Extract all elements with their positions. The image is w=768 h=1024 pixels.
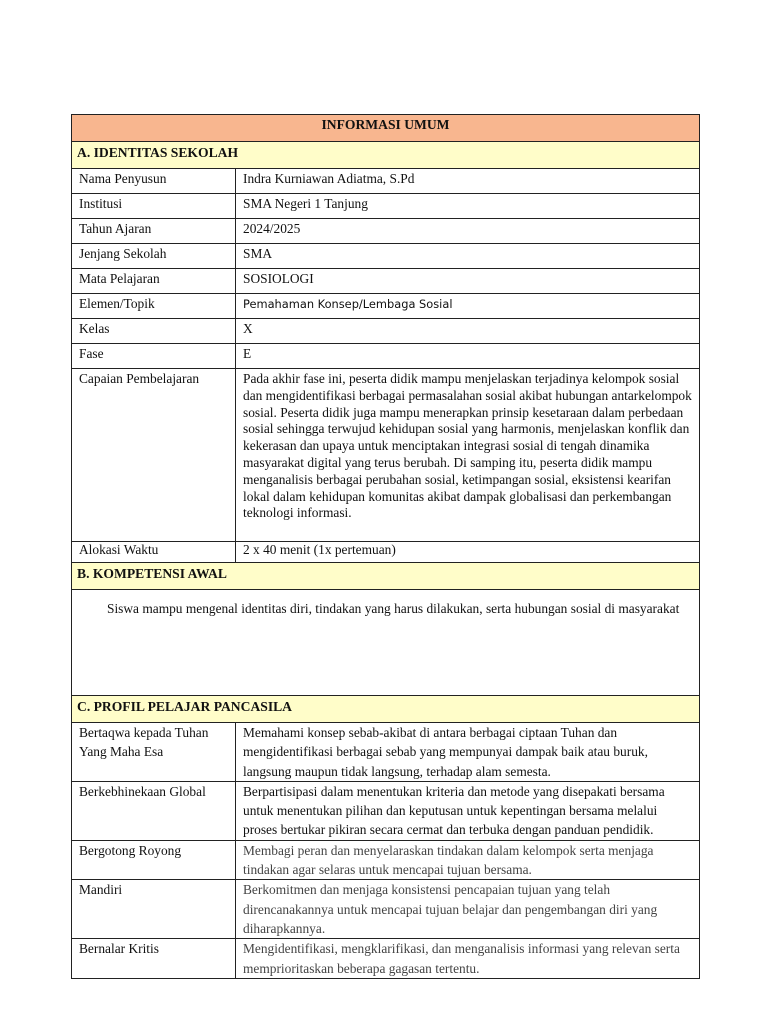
row-value: Pemahaman Konsep/Lembaga Sosial <box>236 294 700 319</box>
row-value: Indra Kurniawan Adiatma, S.Pd <box>236 169 700 194</box>
table-row <box>72 840 700 880</box>
table-row <box>72 369 700 542</box>
row-value: 2024/2025 <box>236 219 700 244</box>
table-row <box>72 294 700 319</box>
row-label: Bergotong Royong <box>72 840 236 880</box>
row-value: Pada akhir fase ini, peserta didik mampu menjelaskan terjadinya kelompok sosial dan mengidentifikasi berbagai permasalahan sosial akibat hubungan antarkelompok sosial. Peserta didik juga mampu menerapkan prinsip kesetaraan dalam perbedaan sosial sehingga terwujud kehidupan sosial yang harmonis, menjelaskan konflik dan kekerasan dan upaya untuk menciptakan integrasi sosial di tengah dinamika masyarakat digital yang terus berubah. Di samping itu, peserta didik mampu menganalisis berbagai perubahan sosial, ketimpangan sosial, eksistensi kearifan lokal dalam kehidupan komunitas akibat dampak globalisasi dan perkembangan teknologi informasi. <box>236 369 700 542</box>
row-label: Capaian Pembelajaran <box>72 369 236 542</box>
table-row <box>72 542 700 563</box>
section-b-title: B. KOMPETENSI AWAL <box>72 563 700 590</box>
row-value: Membagi peran dan menyelaraskan tindakan dalam kelompok serta menjaga tindakan agar selaras untuk mencapai tujuan bersama. <box>236 840 700 880</box>
section-c-title: C. PROFIL PELAJAR PANCASILA <box>72 696 700 723</box>
row-label: Berkebhinekaan Global <box>72 781 236 840</box>
row-label: Fase <box>72 344 236 369</box>
table-row <box>72 880 700 939</box>
table-row <box>72 219 700 244</box>
row-label: Institusi <box>72 194 236 219</box>
table-row <box>72 781 700 840</box>
row-value: Mengidentifikasi, mengklarifikasi, dan menganalisis informasi yang relevan serta memprioritaskan beberapa gagasan tertentu. <box>236 939 700 979</box>
section-a-title: A. IDENTITAS SEKOLAH <box>72 142 700 169</box>
table-row <box>72 344 700 369</box>
row-value: Memahami konsep sebab-akibat di antara berbagai ciptaan Tuhan dan mengidentifikasi berbagai sebab yang mempunyai dampak baik atau buruk, langsung maupun tidak langsung, terhadap alam semesta. <box>236 723 700 782</box>
row-value: SMA Negeri 1 Tanjung <box>236 194 700 219</box>
row-value: Berpartisipasi dalam menentukan kriteria dan metode yang disepakati bersama untuk menentukan pilihan dan keputusan untuk kepentingan bersama melalui proses bertukar pikiran secara cermat dan terbuka dengan panduan pendidik. <box>236 781 700 840</box>
row-label: Mata Pelajaran <box>72 269 236 294</box>
row-value: SMA <box>236 244 700 269</box>
row-value: Berkomitmen dan menjaga konsistensi pencapaian tujuan yang telah direncanakannya untuk mencapai tujuan belajar dan pengembangan diri yang diharapkannya. <box>236 880 700 939</box>
table-row <box>72 169 700 194</box>
table-row <box>72 723 700 782</box>
row-label: Bertaqwa kepada Tuhan Yang Maha Esa <box>72 723 236 782</box>
row-label: Kelas <box>72 319 236 344</box>
row-label: Tahun Ajaran <box>72 219 236 244</box>
table-title: INFORMASI UMUM <box>72 115 700 142</box>
row-label: Bernalar Kritis <box>72 939 236 979</box>
row-label: Mandiri <box>72 880 236 939</box>
row-label: Nama Penyusun <box>72 169 236 194</box>
table-row <box>72 939 700 979</box>
table-row <box>72 244 700 269</box>
kompetensi-awal-text: Siswa mampu mengenal identitas diri, tindakan yang harus dilakukan, serta hubungan sosial di masyarakat <box>72 590 700 696</box>
informasi-umum-table <box>71 114 700 979</box>
row-value: SOSIOLOGI <box>236 269 700 294</box>
table-row <box>72 319 700 344</box>
row-label: Jenjang Sekolah <box>72 244 236 269</box>
table-row <box>72 269 700 294</box>
table-row <box>72 194 700 219</box>
row-value: E <box>236 344 700 369</box>
row-label: Elemen/Topik <box>72 294 236 319</box>
row-value: X <box>236 319 700 344</box>
row-value: 2 x 40 menit (1x pertemuan) <box>236 542 700 563</box>
row-label: Alokasi Waktu <box>72 542 236 563</box>
